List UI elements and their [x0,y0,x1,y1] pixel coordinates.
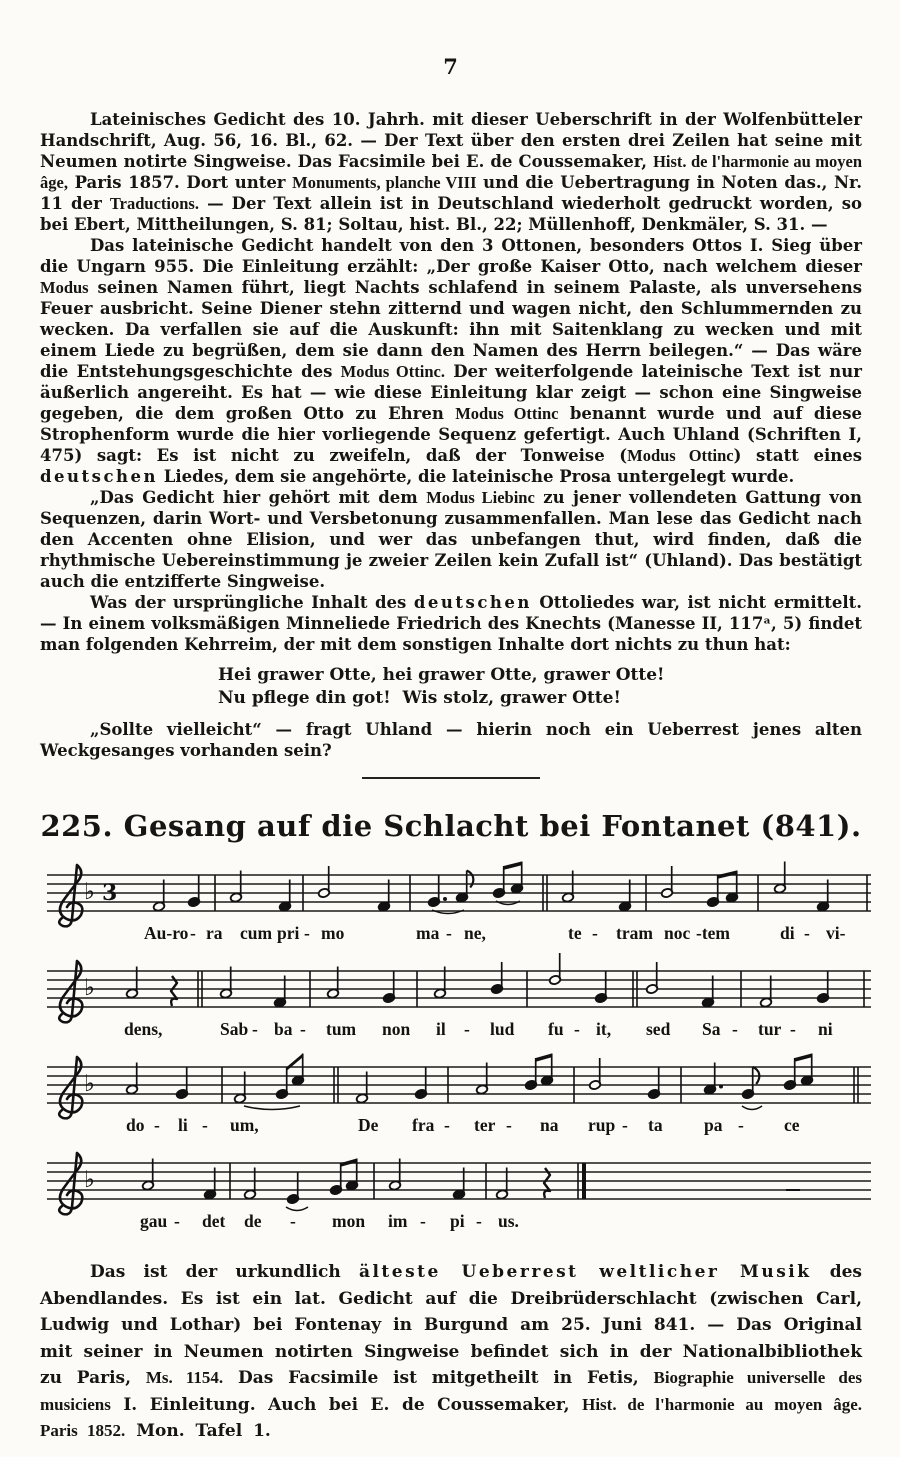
lyric-syllable: Au-ro [144,923,189,943]
lyric-syllable: -tem [696,923,731,943]
lyric-syllable: il [436,1019,446,1039]
lyric-syllable: - [732,1019,738,1039]
paragraph-closing [40,1259,862,1445]
text-segment: älteste Ueberrest weltlicher Musik [358,1262,812,1282]
lyric-syllable: fu [548,1019,564,1039]
music-staff-2 [44,953,874,1047]
lyric-syllable: - [154,1115,160,1135]
lyric-syllable: tum [326,1019,357,1039]
verse-line: Nu pflege din got! Wis stolz, grawer Otte! [218,688,621,708]
eighth-flag [467,871,474,888]
beam [718,871,737,879]
lyric-syllable: ra [206,923,223,943]
text-segment: Das lateinische Gedicht handelt von den 3 Ottonen, besonders Ottos I. Sieg über die Ungarn 955. Die Einleitung erzählt: „Der große Kaiser Otto, nach welchem dieser [40,236,862,276]
lyric-syllable: - [202,1115,208,1135]
lyric-syllable: - [174,1211,180,1231]
lyric-syllable: lud [490,1019,515,1039]
text-segment: Das ist der urkundlich [90,1262,359,1282]
lyric-syllable: - [574,1019,580,1039]
lyric-syllable: te [568,923,582,943]
lyric-syllable: di [780,923,795,943]
lyric-syllable: tur [758,1019,782,1039]
lyric-syllable: cum [240,923,273,943]
text-segment: Paris 1857. Dort unter [67,173,293,192]
text-segment: Hist. de l'harmonie au moyen âge. Paris 1852. [40,1394,863,1440]
page-number: 7 [443,54,459,79]
lyric-syllable: im [388,1211,408,1231]
lyric-syllable: ma [416,923,440,943]
text-segment: Ms. 1154. [145,1368,224,1387]
text-segment: deutschen [40,467,158,486]
paragraph-sollte-vielleicht [40,719,862,761]
text-segment: Liedes, dem sie angehörte, die lateinische Prosa untergelegt wurde. [157,467,795,486]
section-divider [362,777,540,779]
slur [244,1106,300,1110]
lyric-syllable: ni [818,1019,833,1039]
lyric-syllable: ter [474,1115,496,1135]
text-segment: zu jener vollendeten Gattung von Sequenzen, darin Wort- und Versbetonung zusammenfallen. Man lese das Gedicht nach den Accenten ohne Elision, und wer das unbefangen thut, wird finden, daß die rhythmische Uebereinstimmung je zweier Zeilen kein Zufall ist“ (Uhland). Das bestätigt auch die entzifferte Singweise. [40,488,862,591]
music-staff-3 [44,1049,874,1143]
treble-clef-icon [59,1057,82,1118]
lyric-syllable: do [126,1115,145,1135]
text-segment: seinen Namen führt, liegt Nachts schlafend in seinem Palaste, als unversehens Feuer ausbricht. Seine Diener stehn zitternd und wagen nicht, den Schlummernden zu wecken. Da verfallen sie auf die Auskunft: ihn mit Saitenklang zu wecken und mit einem Liede zu begrüßen, dem sie dann den Namen des Herrn beilegen.“ — Das wäre die Entstehungsgeschichte des [40,278,862,381]
lyric-syllable: - [506,1115,512,1135]
beam [341,1159,357,1167]
lyric-syllable: vi- [826,923,846,943]
paragraph-source-note [40,109,862,235]
treble-clef-icon [59,1153,82,1214]
lyric-syllable: fra [412,1115,435,1135]
lyric-syllable: li [178,1115,188,1135]
text-segment: I. Einleitung. Auch bei E. de Coussemaker, [110,1394,583,1415]
lyric-syllable: - [300,1019,306,1039]
lyric-syllable: ne, [464,923,486,943]
paragraph-otto-legend [40,235,862,487]
beam [536,1054,552,1062]
music-staff-1 [44,857,874,951]
flat-sign: ♭ [84,1071,95,1097]
text-segment: ) statt eines [733,446,862,465]
lyric-syllable: - [444,1115,450,1135]
lyric-syllable: gau [140,1211,168,1231]
lyric-syllable: mo [321,923,345,943]
lyric-syllable: pi [450,1211,465,1231]
text-segment: Was der ursprüngliche Inhalt des [90,593,414,612]
lyric-syllable: us. [498,1211,519,1231]
text-segment: Lateinisches Gedicht des 10. Jahrh. mit dieser Ueberschrift in der Wolfenbütteler Handschrift, Aug. 56, 16. Bl., 62. — Der Text über den ersten drei Zeilen hat seine mit Neumen notirte Singweise. Das Facsimile bei E. de Coussemaker, [40,110,862,171]
text-segment: Modus Liebinc [426,488,535,507]
lyric-syllable: na [540,1115,559,1135]
flat-sign: ♭ [84,879,95,905]
verse-line: Hei grawer Otte, hei grawer Otte, grawer Otte! [218,665,665,685]
text-segment: „Sollte vielleicht“ — fragt Uhland — hierin noch ein Ueberrest jenes alten Weckgesanges vorhanden sein? [40,720,862,760]
paragraph-ottolied [40,592,862,655]
text-segment: Biographie universelle des musiciens [40,1368,862,1414]
text-segment: Modus Ottinc. [340,362,445,381]
beam [795,1054,812,1062]
lyric-syllable: it, [596,1019,612,1039]
text-segment: Modus Ottinc [455,404,559,423]
text-segment: Monuments, planche VIII [292,173,477,192]
lyric-syllable: - [290,1211,296,1231]
text-segment: Mon. Tafel 1. [125,1421,271,1441]
flat-sign: ♭ [84,1167,95,1193]
lyric-syllable: - [420,1211,426,1231]
lyric-syllable: pa [704,1115,723,1135]
lyric-syllable: - [304,923,310,943]
lyric-syllable: - [190,923,196,943]
lyric-syllable: noc [664,923,691,943]
beam [287,1054,303,1071]
text-segment: Das Facsimile ist mitgetheilt in Fetis, [223,1368,654,1388]
lyric-syllable: ce [784,1115,800,1135]
lyric-syllable: - [738,1115,744,1135]
lyric-syllable: Sa [702,1019,721,1039]
augmentation-dot [719,1085,723,1089]
text-segment: — Der Text allein ist in Deutschland wiederholt gedruckt worden, so bei Ebert, Mittheilungen, S. 81; Soltau, hist. Bl., 22; Müllenhoff, Denkmäler, S. 31. — [40,194,862,234]
beam [504,862,522,870]
treble-clef-icon [59,961,82,1022]
text-segment: „Das Gedicht hier gehört mit dem [90,488,427,507]
time-signature: 3 [102,880,118,906]
lyric-syllable: mon [332,1211,366,1231]
lyric-syllable: ba [274,1019,293,1039]
lyric-syllable: De [358,1115,379,1135]
text-segment: und die Uebertragung in Noten das., Nr. 11 der [40,173,862,213]
lyric-syllable: - [622,1115,628,1135]
text-segment: Der weiterfolgende lateinische Text ist nur äußerlich angereiht. Es hat — wie diese Einleitung klar zeigt — schon eine Singweise gegeben, die dem großen Otto zu Ehren [40,362,862,423]
lyric-syllable: dens, [124,1019,163,1039]
treble-clef-icon [59,865,82,926]
lyric-syllable: sed [646,1019,671,1039]
lyric-syllable: - [592,923,598,943]
final-barline [582,1163,586,1199]
verse-kehrreim [218,664,862,710]
lyric-syllable: de [244,1211,262,1231]
lyric-syllable: - [804,923,810,943]
lyric-syllable: ta [648,1115,663,1135]
text-segment: Modus Ottinc [627,446,734,465]
lyric-syllable: - [476,1211,482,1231]
lyric-syllable: - [252,1019,258,1039]
music-notation [40,857,862,1239]
lyric-syllable: rup [588,1115,616,1135]
text-segment: Hist. de l'harmonie au moyen âge, [40,152,862,192]
text-segment: Ottoliedes war, ist nicht ermittelt. — In einem volksmäßigen Minneliede Friedrich des Knechts (Manesse II, 117ᵃ, 5) findet man folgenden Kehrreim, der mit dem sonstigen Inhalte dort nichts zu thun hat: [40,593,862,654]
slur [286,1207,308,1211]
lyric-syllable: non [382,1019,411,1039]
music-staff-4 [44,1145,874,1239]
section-heading: 225. Gesang auf die Schlacht bei Fontanet (841). [40,809,862,843]
lyric-syllable: Sab [220,1019,249,1039]
augmentation-dot [443,897,447,901]
lyric-syllable: pri [277,923,300,943]
lyric-syllable: - [464,1019,470,1039]
lyric-syllable: - [446,923,452,943]
lyric-syllable: - [790,1019,796,1039]
slur [742,1106,762,1110]
text-segment: deutschen [413,593,532,612]
lyric-syllable: tram [616,923,653,943]
text-segment: benannt wurde und auf diese Strophenform wurde die hier vorliegende Sequenz gefertigt. Auch Uhland (Schriften I, 475) sagt: Es ist nicht zu zweifeln, daß der Tonweise ( [40,404,862,465]
flat-sign: ♭ [84,975,95,1001]
text-segment: Modus [40,278,89,297]
paragraph-uhland-quote [40,487,862,592]
text-segment: Traductions. [109,194,199,213]
lyric-syllable: um, [230,1115,259,1135]
lyric-syllable: det [202,1211,226,1231]
text-segment: des Abendlandes. Es ist ein lat. Gedicht auf die Dreibrüderschlacht (zwischen Carl, Ludwig und Lothar) bei Fontenay in Burgund am 25. Juni 841. — Das Original mit seiner in Neumen notirten Singweise befindet sich in der Nationalbibliothek zu Paris, [40,1262,863,1388]
